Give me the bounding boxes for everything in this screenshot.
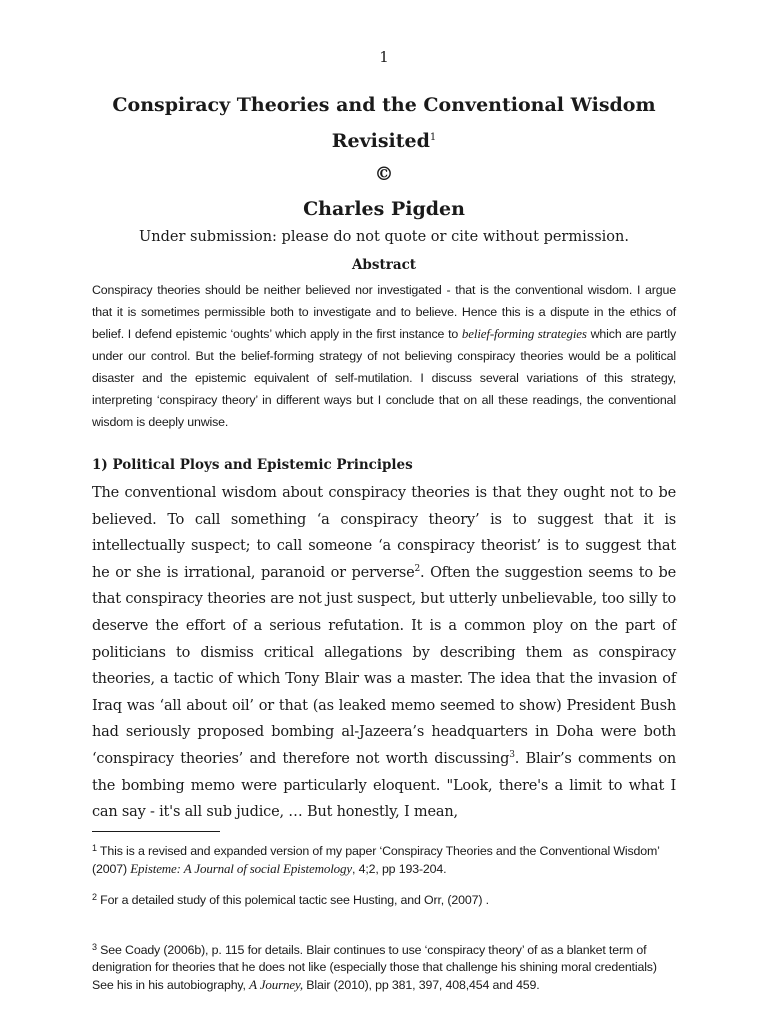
footnote-3-marker: 3	[92, 942, 97, 952]
copyright-symbol: ©	[374, 163, 394, 185]
abstract-emphasis: belief-forming strategies	[461, 326, 587, 341]
body-text-1: The conventional wisdom about conspiracy theories is that they ought not to be believed. To call something ‘a conspiracy theory’ is to suggest that it is intellectually suspect; to call someone ‘a conspiracy theorist’ is to suggest that he or she is irrational, paranoid or perverse	[92, 485, 676, 581]
abstract-heading: Abstract	[351, 257, 417, 273]
footnote-1-text-a: This is a revised and expanded version of my paper ‘Conspiracy Theories and the Conventional Wisdom’ (2007)	[92, 844, 660, 876]
footnote-1-journal: Episteme: A Journal of social Epistemology	[130, 861, 352, 876]
submission-note: Under submission: please do not quote or cite without permission.	[139, 229, 629, 245]
abstract-text	[92, 279, 676, 433]
footnote-2-marker: 2	[92, 892, 97, 902]
section-heading: 1) Political Ploys and Epistemic Principles	[92, 457, 413, 473]
abstract-text-part1: Conspiracy theories should be neither believed nor investigated - that is the conventional wisdom. I argue that it is sometimes permissible both to investigate and to believe. Hence this is a dispute in the ethics of belief. I defend epistemic ‘oughts’ which apply in the first instance to	[92, 283, 676, 341]
footnote-3-book: A Journey,	[249, 977, 303, 992]
footnote-3-text-a: See Coady (2006b), p. 115 for details. Blair continues to use ‘conspiracy theory’ of as a blanket term of denigration for theories that he does not like (especially those that challenge his shining moral credentials) See his in his autobiography,	[92, 943, 657, 992]
title-footnote-marker[interactable]: 1	[429, 132, 437, 143]
footnote-1	[92, 843, 676, 878]
abstract-text-part2: which are partly under our control. But the belief-forming strategy of not believing conspiracy theories would be a political disaster and the epistemic equivalent of self-mutilation. I discuss several variations of this strategy, interpreting ‘conspiracy theory’ in different ways but I conclude that on all these readings, the conventional wisdom is deeply unwise.	[92, 327, 676, 429]
title-line-1: Conspiracy Theories and the Conventional Wisdom	[112, 94, 656, 116]
body-paragraph	[92, 480, 676, 826]
author-name: Charles Pigden	[303, 198, 465, 220]
footnote-2	[92, 892, 676, 909]
footnote-1-text-b: , 4;2, pp 193-204.	[352, 862, 447, 876]
footnote-divider	[92, 831, 220, 832]
footnote-3	[92, 942, 676, 994]
title-line-2-text: Revisited	[331, 130, 430, 152]
title-line-2	[0, 130, 768, 152]
footnote-ref-2[interactable]: 2	[414, 563, 421, 574]
page-number: 1	[379, 48, 389, 66]
body-text-3: . Blair’s comments on the bombing memo were particularly eloquent. "Look, there's a limit to what I can say - it's all sub judice, … But honestly, I mean,	[92, 750, 677, 821]
footnote-2-text: For a detailed study of this polemical tactic see Husting, and Orr, (2007) .	[96, 893, 489, 907]
footnote-1-marker: 1	[92, 843, 97, 853]
body-text-2: . Often the suggestion seems to be that conspiracy theories are not just suspect, but utterly unbelievable, too silly to deserve the effort of a serious refutation. It is a common ploy on the part of politicians to dismiss critical allegations by describing them as conspiracy theories, a tactic of which Tony Blair was a master. The idea that the invasion of Iraq was ‘all about oil’ or that (as leaked memo seemed to show) President Bush had seriously proposed bombing al-Jazeera’s headquarters in Doha were both ‘conspiracy theories’ and therefore not worth discussing	[92, 564, 677, 767]
footnote-ref-3[interactable]: 3	[509, 749, 515, 760]
footnote-3-text-b: Blair (2010), pp 381, 397, 408,454 and 459.	[303, 978, 540, 992]
